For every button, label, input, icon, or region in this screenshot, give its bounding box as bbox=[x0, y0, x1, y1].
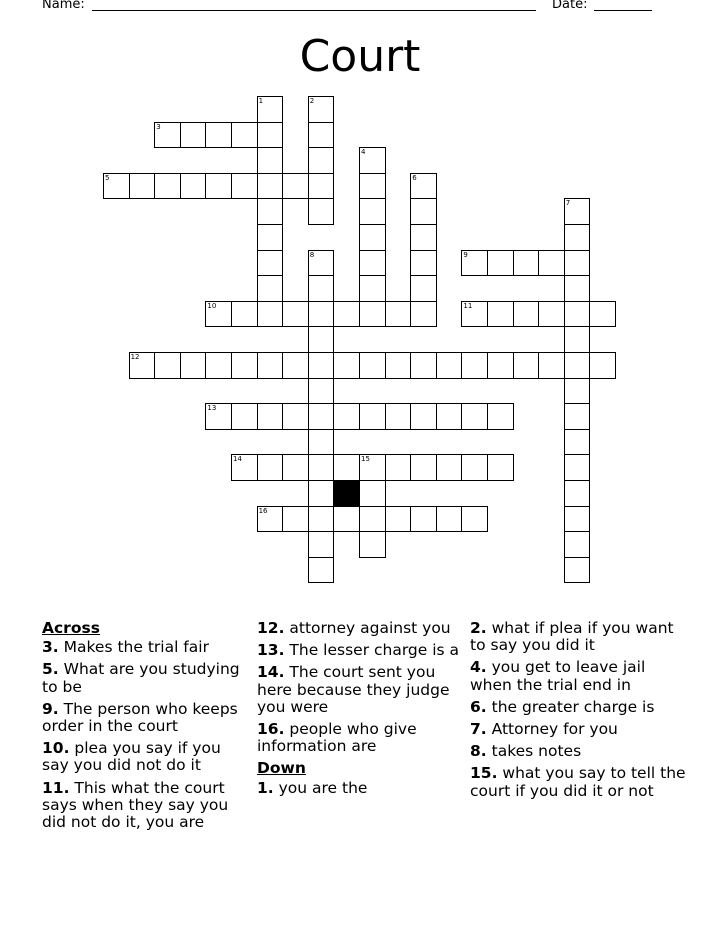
grid-cell[interactable] bbox=[129, 173, 156, 200]
cell-number: 2 bbox=[309, 97, 315, 105]
grid-cell[interactable] bbox=[589, 352, 616, 379]
cell-number: 7 bbox=[565, 199, 571, 208]
grid-cell[interactable] bbox=[231, 173, 258, 200]
clue-across-12: 12. attorney against you bbox=[257, 619, 451, 637]
grid-cell[interactable] bbox=[564, 454, 591, 481]
grid-cell[interactable] bbox=[282, 403, 309, 430]
clue-across-10: 10. plea you say if you say you did not do it bbox=[42, 739, 221, 775]
grid-cell[interactable] bbox=[205, 403, 232, 430]
cell-number: 3 bbox=[156, 122, 161, 131]
clue-across-9: 9. The person who keeps order in the court bbox=[42, 699, 238, 736]
grid-cell[interactable] bbox=[333, 454, 360, 481]
grid-cell[interactable] bbox=[257, 250, 284, 277]
clues-column-3 bbox=[470, 620, 690, 805]
grid-cell[interactable] bbox=[538, 352, 565, 379]
date-label: Date: bbox=[552, 0, 588, 12]
grid-cell[interactable] bbox=[257, 403, 284, 430]
grid-cell[interactable] bbox=[308, 122, 335, 149]
grid-cell[interactable] bbox=[410, 173, 437, 200]
grid-cell[interactable] bbox=[308, 326, 335, 353]
grid-cell[interactable] bbox=[154, 173, 181, 200]
grid-cell[interactable] bbox=[487, 250, 514, 277]
clues-column-2 bbox=[257, 620, 462, 802]
grid-cell[interactable] bbox=[359, 506, 386, 533]
cell-number: 16 bbox=[258, 506, 268, 515]
grid-cell[interactable] bbox=[410, 301, 437, 328]
grid-cell[interactable] bbox=[385, 301, 412, 328]
page-title: Court bbox=[299, 31, 421, 82]
grid-cell[interactable] bbox=[154, 352, 181, 379]
clue-across-11: 11. This what the court says when they say you did not do it, you are bbox=[42, 778, 229, 832]
grid-cell[interactable] bbox=[257, 173, 284, 200]
grid-cell[interactable] bbox=[513, 250, 540, 277]
grid-cell[interactable] bbox=[461, 403, 488, 430]
grid-cell[interactable] bbox=[359, 147, 386, 174]
grid-cell[interactable] bbox=[308, 198, 335, 225]
clue-down-15: 15. what you say to tell the court if you did it or not bbox=[470, 764, 686, 800]
grid-cell[interactable] bbox=[410, 403, 437, 430]
grid-cell[interactable] bbox=[385, 403, 412, 430]
grid-cell[interactable] bbox=[564, 403, 591, 430]
grid-cell[interactable] bbox=[308, 454, 335, 481]
grid-cell[interactable] bbox=[487, 454, 514, 481]
grid-cell[interactable] bbox=[359, 301, 386, 328]
grid-cell[interactable] bbox=[359, 224, 386, 251]
clue-across-14: 14. The court sent you here because they judge you were bbox=[257, 663, 450, 716]
grid-cell[interactable] bbox=[257, 198, 284, 225]
grid-cell[interactable] bbox=[129, 352, 156, 379]
grid-cell[interactable] bbox=[436, 352, 463, 379]
grid-cell[interactable] bbox=[257, 352, 284, 379]
grid-cell[interactable] bbox=[564, 506, 591, 533]
grid-cell[interactable] bbox=[436, 454, 463, 481]
grid-cell[interactable] bbox=[308, 531, 335, 558]
grid-cell[interactable] bbox=[308, 480, 335, 507]
grid-cell[interactable] bbox=[461, 301, 488, 328]
grid-cell[interactable] bbox=[282, 173, 309, 200]
grid-cell[interactable] bbox=[564, 429, 591, 456]
grid-cell[interactable] bbox=[180, 122, 207, 149]
clue-across-16: 16. people who give information are bbox=[257, 720, 417, 756]
grid-cell[interactable] bbox=[564, 531, 591, 558]
clue-across-5: 5. What are you studying to be bbox=[42, 660, 240, 696]
grid-cell[interactable] bbox=[564, 557, 591, 584]
grid-cell[interactable] bbox=[231, 454, 258, 481]
grid-cell[interactable] bbox=[308, 429, 335, 456]
grid-cell[interactable] bbox=[461, 506, 488, 533]
down-heading: Down bbox=[257, 759, 306, 778]
grid-cell[interactable] bbox=[257, 506, 284, 533]
grid-cell[interactable] bbox=[461, 352, 488, 379]
grid-cell[interactable] bbox=[564, 301, 591, 328]
grid-cell[interactable] bbox=[564, 352, 591, 379]
grid-cell[interactable] bbox=[564, 480, 591, 507]
grid-cell[interactable] bbox=[154, 122, 181, 149]
grid-cell[interactable] bbox=[257, 122, 284, 149]
grid-cell[interactable] bbox=[436, 506, 463, 533]
grid-cell[interactable] bbox=[282, 352, 309, 379]
grid-cell[interactable] bbox=[257, 96, 284, 123]
grid-cell[interactable] bbox=[359, 275, 386, 302]
cell-number: 12 bbox=[130, 353, 140, 361]
grid-cell[interactable] bbox=[410, 506, 437, 533]
grid-cell[interactable] bbox=[231, 122, 258, 149]
grid-cell[interactable] bbox=[538, 301, 565, 328]
grid-block-cell bbox=[333, 480, 360, 507]
grid-cell[interactable] bbox=[257, 454, 284, 481]
grid-cell[interactable] bbox=[103, 173, 130, 200]
grid-cell[interactable] bbox=[359, 403, 386, 430]
cell-number: 9 bbox=[463, 250, 468, 259]
grid-cell[interactable] bbox=[333, 301, 360, 328]
grid-cell[interactable] bbox=[308, 301, 335, 328]
grid-cell[interactable] bbox=[385, 454, 412, 481]
grid-cell[interactable] bbox=[308, 275, 335, 302]
grid-cell[interactable] bbox=[333, 506, 360, 533]
grid-cell[interactable] bbox=[461, 454, 488, 481]
grid-cell[interactable] bbox=[487, 403, 514, 430]
grid-cell[interactable] bbox=[257, 301, 284, 328]
clues-column-1 bbox=[42, 620, 248, 836]
grid-cell[interactable] bbox=[359, 250, 386, 277]
grid-cell[interactable] bbox=[410, 275, 437, 302]
grid-cell[interactable] bbox=[205, 173, 232, 200]
grid-cell[interactable] bbox=[513, 301, 540, 328]
grid-cell[interactable] bbox=[564, 198, 591, 225]
grid-cell[interactable] bbox=[308, 506, 335, 533]
clue-down-7: 7. Attorney for you bbox=[470, 720, 618, 739]
grid-cell[interactable] bbox=[180, 352, 207, 379]
grid-cell[interactable] bbox=[359, 352, 386, 379]
clue-down-6: 6. the greater charge is bbox=[470, 697, 655, 716]
grid-cell[interactable] bbox=[564, 378, 591, 405]
grid-cell[interactable] bbox=[257, 275, 284, 302]
clue-across-3: 3. Makes the trial fair bbox=[42, 638, 209, 657]
grid-cell[interactable] bbox=[231, 301, 258, 328]
grid-cell[interactable] bbox=[205, 301, 232, 328]
grid-cell[interactable] bbox=[231, 352, 258, 379]
cell-number: 5 bbox=[105, 173, 110, 182]
grid-cell[interactable] bbox=[461, 250, 488, 277]
grid-cell[interactable] bbox=[564, 250, 591, 277]
grid-cell[interactable] bbox=[487, 301, 514, 328]
cell-number: 10 bbox=[207, 301, 217, 310]
grid-cell[interactable] bbox=[359, 480, 386, 507]
grid-cell[interactable] bbox=[308, 250, 335, 277]
grid-cell[interactable] bbox=[308, 96, 335, 123]
name-label: Name: bbox=[42, 0, 85, 12]
grid-cell[interactable] bbox=[410, 198, 437, 225]
across-heading: Across bbox=[42, 619, 100, 637]
grid-cell[interactable] bbox=[589, 301, 616, 328]
grid-cell[interactable] bbox=[282, 301, 309, 328]
grid-cell[interactable] bbox=[282, 506, 309, 533]
cell-number: 11 bbox=[463, 301, 473, 310]
grid-cell[interactable] bbox=[282, 454, 309, 481]
clue-down-1: 1. you are the bbox=[257, 778, 368, 797]
cell-number: 1 bbox=[258, 97, 264, 105]
grid-cell[interactable] bbox=[410, 454, 437, 481]
cell-number: 4 bbox=[361, 148, 366, 157]
grid-cell[interactable] bbox=[564, 224, 591, 251]
cell-number: 15 bbox=[361, 455, 370, 464]
grid-cell[interactable] bbox=[410, 224, 437, 251]
cell-number: 13 bbox=[207, 404, 217, 413]
cell-number: 8 bbox=[309, 250, 315, 259]
grid-cell[interactable] bbox=[333, 352, 360, 379]
grid-cell[interactable] bbox=[308, 173, 335, 200]
grid-cell[interactable] bbox=[487, 352, 514, 379]
grid-cell[interactable] bbox=[385, 352, 412, 379]
grid-cell[interactable] bbox=[513, 352, 540, 379]
grid-cell[interactable] bbox=[257, 147, 284, 174]
grid-cell[interactable] bbox=[308, 403, 335, 430]
grid-cell[interactable] bbox=[564, 326, 591, 353]
clue-down-8: 8. takes notes bbox=[470, 742, 582, 761]
grid-cell[interactable] bbox=[359, 198, 386, 225]
grid-cell[interactable] bbox=[436, 403, 463, 430]
grid-cell[interactable] bbox=[205, 352, 232, 379]
grid-cell[interactable] bbox=[308, 147, 335, 174]
grid-cell[interactable] bbox=[333, 403, 360, 430]
clue-down-4: 4. you get to leave jail when the trial end in bbox=[470, 658, 646, 694]
grid-cell[interactable] bbox=[257, 224, 284, 251]
grid-cell[interactable] bbox=[359, 173, 386, 200]
grid-cell[interactable] bbox=[410, 352, 437, 379]
clue-down-2: 2. what if plea if you want to say you did it bbox=[470, 619, 674, 655]
grid-cell[interactable] bbox=[308, 557, 335, 584]
cell-number: 14 bbox=[233, 455, 242, 464]
grid-cell[interactable] bbox=[359, 531, 386, 558]
grid-cell[interactable] bbox=[564, 275, 591, 302]
clue-across-13: 13. The lesser charge is a bbox=[257, 641, 460, 660]
cell-number: 6 bbox=[412, 173, 417, 182]
grid-cell[interactable] bbox=[538, 250, 565, 277]
grid-cell[interactable] bbox=[308, 378, 335, 405]
grid-cell[interactable] bbox=[180, 173, 207, 200]
grid-cell[interactable] bbox=[205, 122, 232, 149]
grid-cell[interactable] bbox=[410, 250, 437, 277]
grid-cell[interactable] bbox=[308, 352, 335, 379]
grid-cell[interactable] bbox=[359, 454, 386, 481]
grid-cell[interactable] bbox=[231, 403, 258, 430]
grid-cell[interactable] bbox=[385, 506, 412, 533]
